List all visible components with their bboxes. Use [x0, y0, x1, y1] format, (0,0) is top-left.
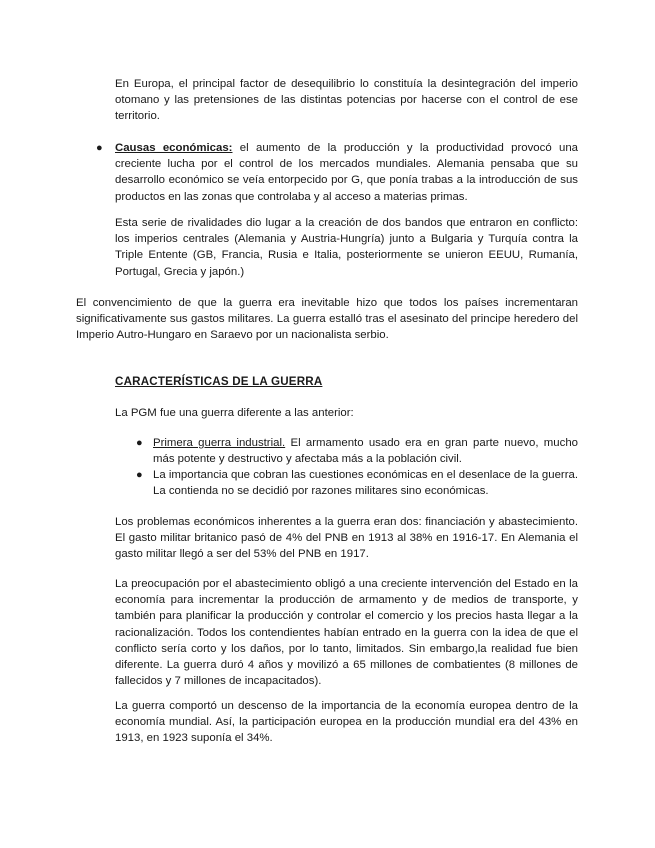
paragraph-preocupacion: La preocupación por el abastecimiento obligó a una creciente intervención del Estado en la economía para incrementar la producción de armamento y de medios de transporte, y también para planificar la producción y controlar el comercio y los precios hasta llegar a la racionalización. Todos los contendientes habían entrado en la guerra con la idea de que el conflicto sería corto y los daños, por lo tanto, limitados. Sin embargo,la realidad fue bien diferente. La guerra duró 4 años y movilizó a 65 millones de combatientes (8 millones de fallecidos y 7 millones de incapacitados).: [115, 578, 578, 688]
bullet-icon: ●: [136, 437, 143, 449]
bullet-icon: ●: [136, 469, 143, 481]
paragraph-convencimiento: El convencimiento de que la guerra era inevitable hizo que todos los países incrementaran significativamente sus gastos militares. La guerra estalló tras el asesinato del principe heredero del Imperio Autro-Hungaro en Saraevo por un nacionalista serbio.: [76, 297, 578, 342]
paragraph-problemas: Los problemas económicos inherentes a la guerra eran dos: financiación y abastecimiento. El gasto militar britanico pasó de 4% del PNB en 1913 al 38% en 1916-17. En Alemania el gasto militar llegó a ser del 53% del PNB en 1917.: [115, 516, 578, 561]
paragraph-europa: En Europa, el principal factor de desequilibrio lo constituía la desintegración del imperio otomano y las pretensiones de las distintas potencias por hacerse con el control de ese territorio.: [115, 78, 578, 123]
paragraph-rivalidades: Esta serie de rivalidades dio lugar a la creación de dos bandos que entraron en conflicto: los imperios centrales (Alemania y Austria-Hungría) junto a Bulgaria y Turquía contra la Triple Entente (GB, Francia, Rusia e Italia, posteriormente se unieron EEUU, Rumanía, Portugal, Grecia y japón.): [115, 217, 578, 278]
bullet-icon: ●: [96, 142, 103, 154]
primera-guerra-body: El armamento usado era en gran parte nuevo, mucho más potente y destructivo y afectaba más a la población civil.: [153, 437, 578, 466]
causas-economicas-body: el aumento de la producción y la productividad provocó una creciente lucha por el control de los mercados mundiales. Alemania pensaba que su desarrollo económico se veía entorpecido por G, que ponía trabas a la introducción de sus productos en las zonas que controlaba y al acceso a materias primas.: [115, 142, 578, 203]
primera-guerra-text: [153, 435, 578, 467]
primera-guerra-term: Primera guerra industrial.: [153, 437, 286, 449]
section-heading: CARACTERÍSTICAS DE LA GUERRA: [115, 375, 323, 388]
importancia-text: La importancia que cobran las cuestiones económicas en el desenlace de la guerra. La contienda no se decidió por razones militares sino económicas.: [153, 469, 578, 498]
causas-economicas-term: Causas económicas:: [115, 142, 233, 154]
causas-economicas-text: [115, 140, 578, 205]
paragraph-descenso: La guerra comportó un descenso de la importancia de la economía europea dentro de la economía mundial. Así, la participación europea en la producción mundial era del 43% en 1913, en 1923 suponía el 34%.: [115, 700, 578, 745]
paragraph-pgm: La PGM fue una guerra diferente a las anterior:: [115, 407, 354, 419]
